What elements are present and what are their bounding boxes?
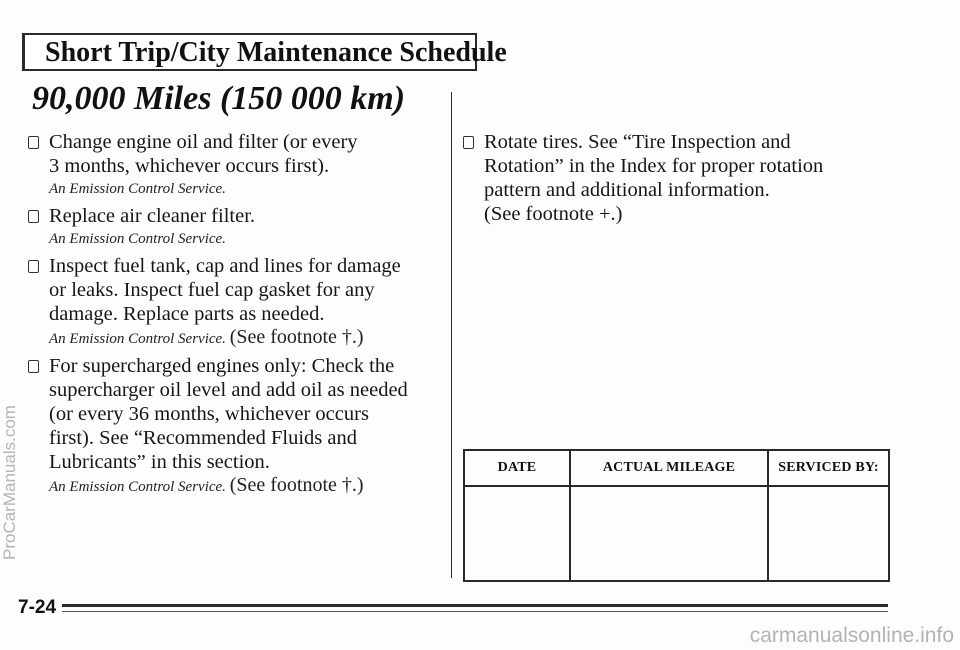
- checklist-item-fuel-tank: [28, 254, 448, 326]
- header-date: DATE: [464, 450, 570, 486]
- checklist-item-rotate-tires: [463, 130, 883, 226]
- footnote-ref: (See footnote †.): [229, 326, 364, 348]
- footnote-ref: (See footnote †.): [229, 474, 364, 496]
- left-column: [28, 130, 448, 498]
- emission-note-text: An Emission Control Service.: [49, 479, 226, 495]
- header-box: [22, 33, 507, 71]
- item-line: (See footnote +.): [484, 203, 623, 225]
- table-row: [464, 486, 889, 581]
- checkbox-icon[interactable]: [463, 136, 474, 149]
- watermark-bottom: carmanualsonline.info: [749, 624, 954, 647]
- page-number: 7-24: [18, 597, 57, 618]
- checkbox-icon[interactable]: [28, 210, 39, 223]
- item-line: damage. Replace parts as needed.: [49, 303, 325, 325]
- item-line: supercharger oil level and add oil as needed: [49, 379, 408, 401]
- checklist-item-supercharger: [28, 354, 448, 474]
- mileage-cell[interactable]: [570, 486, 768, 581]
- service-record-table: [463, 449, 890, 582]
- serviced-by-cell[interactable]: [768, 486, 889, 581]
- checkbox-icon[interactable]: [28, 360, 39, 373]
- footer-rule-thin: [62, 611, 888, 612]
- item-line: Rotate tires. See “Tire Inspection and: [484, 131, 791, 153]
- table-header-row: [464, 450, 889, 486]
- emission-note-text: An Emission Control Service.: [49, 181, 226, 197]
- item-line: or leaks. Inspect fuel cap gasket for any: [49, 279, 375, 301]
- emission-note: [28, 326, 448, 350]
- item-line: 3 months, whichever occurs first).: [49, 155, 330, 177]
- header-actual-mileage: ACTUAL MILEAGE: [570, 450, 768, 486]
- item-line: Replace air cleaner filter.: [49, 205, 256, 227]
- page-header-title: Short Trip/City Maintenance Schedule: [45, 37, 507, 68]
- date-cell[interactable]: [464, 486, 570, 581]
- footer-rule: [62, 604, 888, 607]
- item-line: Rotation” in the Index for proper rotation: [484, 155, 824, 177]
- watermark-left: ProCarManuals.com: [0, 405, 19, 560]
- header-serviced-by: SERVICED BY:: [768, 450, 889, 486]
- item-line: For supercharged engines only: Check the: [49, 355, 395, 377]
- column-divider: [451, 92, 452, 578]
- item-line: Inspect fuel tank, cap and lines for damage: [49, 255, 401, 277]
- section-title: 90,000 Miles (150 000 km): [32, 80, 406, 117]
- checkbox-icon[interactable]: [28, 260, 39, 273]
- emission-note-text: An Emission Control Service.: [49, 231, 226, 247]
- checklist-item-air-filter: [28, 204, 448, 228]
- checklist-item-change-oil: [28, 130, 448, 178]
- emission-note: [28, 228, 448, 250]
- emission-note: [28, 178, 448, 200]
- item-line: Lubricants” in this section.: [49, 451, 270, 473]
- item-line: Change engine oil and filter (or every: [49, 131, 358, 153]
- emission-note-text: An Emission Control Service.: [49, 331, 226, 347]
- item-line: pattern and additional information.: [484, 179, 770, 201]
- checkbox-icon[interactable]: [28, 136, 39, 149]
- right-column: [463, 130, 883, 226]
- item-line: (or every 36 months, whichever occurs: [49, 403, 369, 425]
- item-line: first). See “Recommended Fluids and: [49, 427, 358, 449]
- emission-note: [28, 474, 448, 498]
